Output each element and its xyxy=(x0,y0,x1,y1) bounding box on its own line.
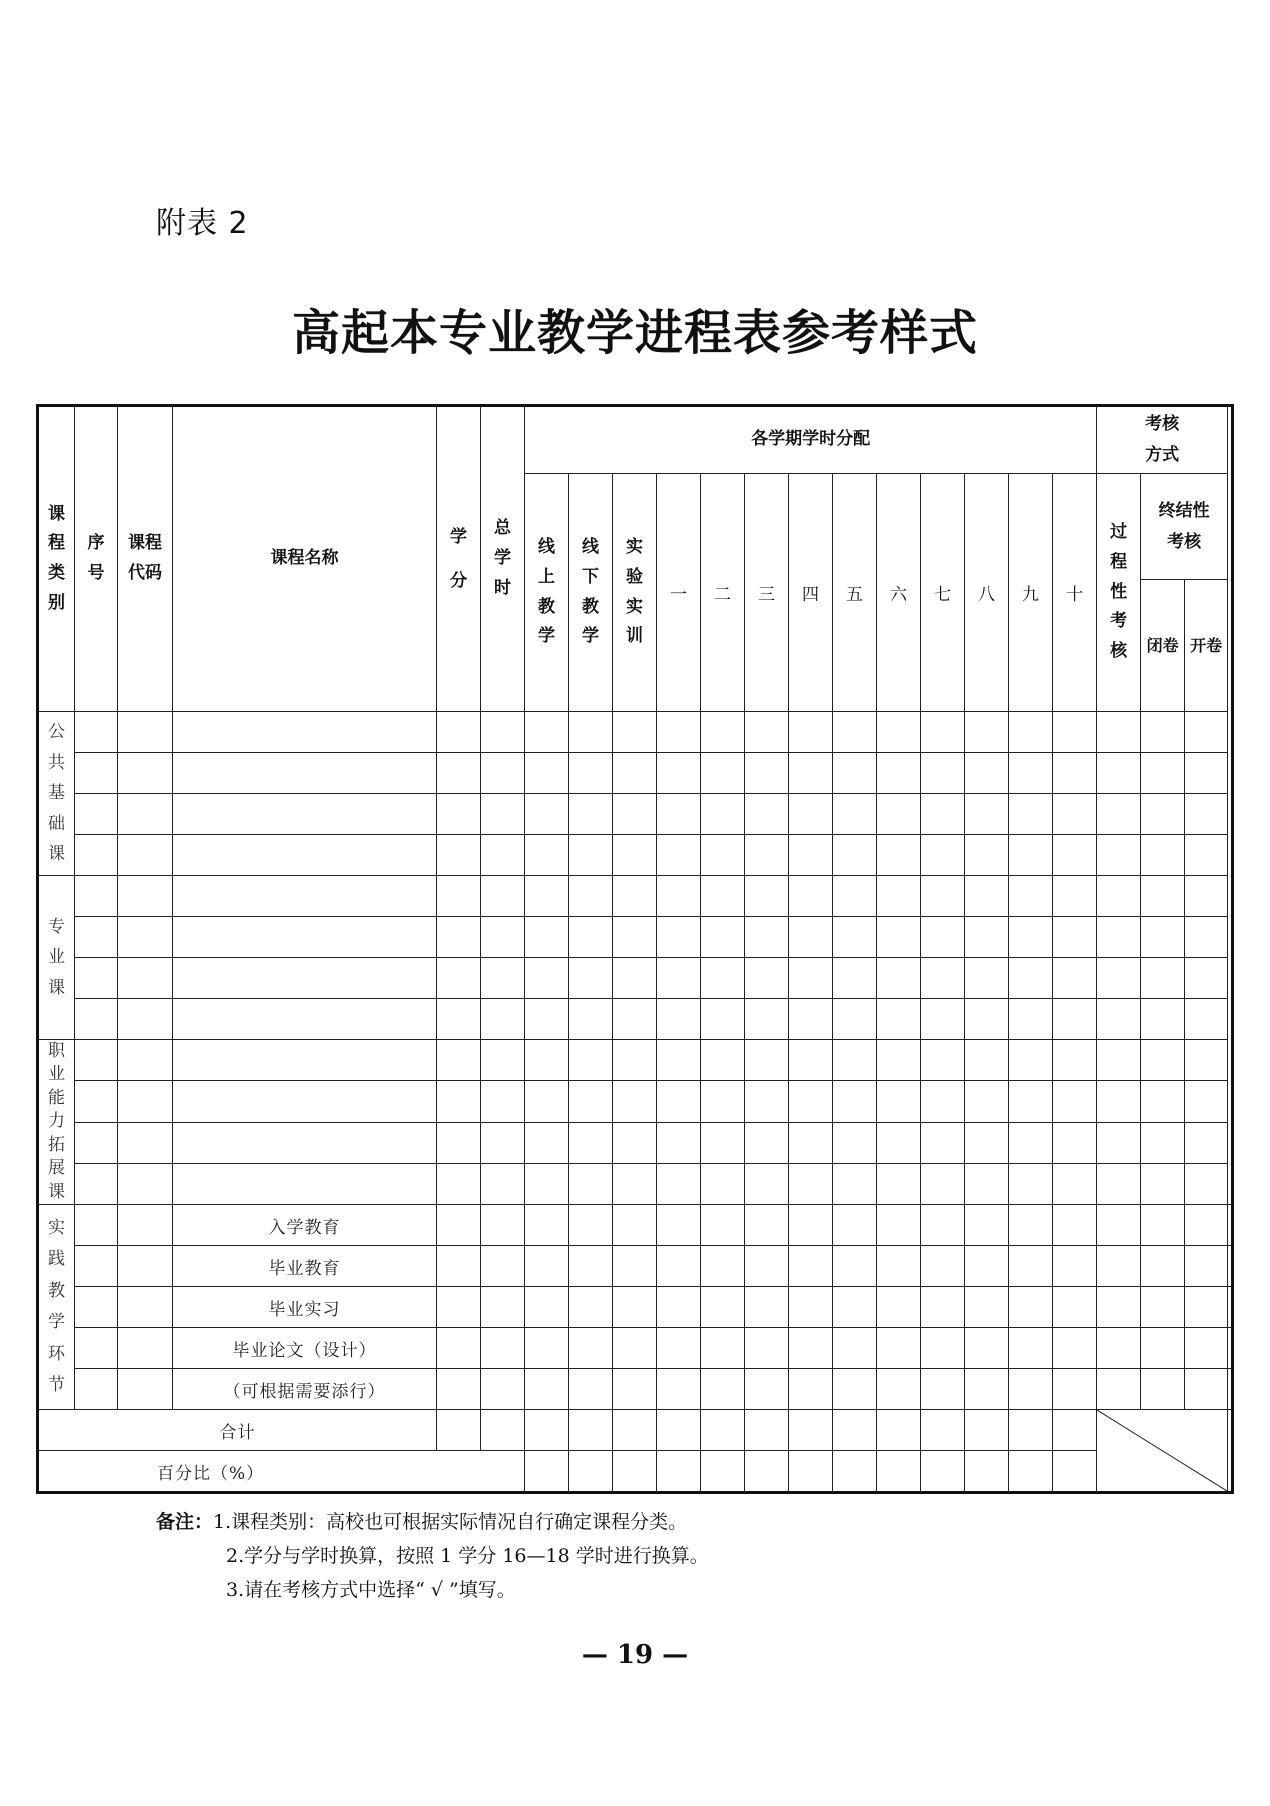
header-code: 课程代码 xyxy=(118,406,173,712)
table-row xyxy=(38,1122,1233,1163)
teaching-plan-table xyxy=(36,404,1234,1494)
table-row xyxy=(38,835,1233,876)
practice-item: 入学教育 xyxy=(173,1205,437,1246)
header-semester-3: 三 xyxy=(745,474,789,712)
table-row xyxy=(38,794,1233,835)
table-row xyxy=(38,1163,1233,1204)
practice-item: 毕业教育 xyxy=(173,1246,437,1287)
appendix-label: 附表 2 xyxy=(156,206,249,241)
practice-item: 毕业论文（设计） xyxy=(173,1328,437,1369)
category-cell: 实践教学环节 xyxy=(38,1205,75,1410)
header-semester-7: 七 xyxy=(921,474,965,712)
note-item: 2.学分与学时换算，按照 1 学分 16—18 学时进行换算。 xyxy=(226,1545,709,1567)
header-online: 线上教学 xyxy=(525,474,569,712)
practice-item: （可根据需要添行） xyxy=(173,1369,437,1410)
header-lab: 实验实训 xyxy=(613,474,657,712)
table-row xyxy=(38,712,1233,753)
total-row xyxy=(38,1410,1233,1451)
category-cell: 专业课 xyxy=(38,876,75,1040)
table-row xyxy=(38,1369,1233,1410)
header-open-book: 开卷 xyxy=(1185,580,1228,712)
header-semester-9: 九 xyxy=(1009,474,1053,712)
header-semester-10: 十 xyxy=(1053,474,1097,712)
notes-block xyxy=(156,1505,709,1607)
header-credit: 学分 xyxy=(437,406,481,712)
notes-label: 备注： xyxy=(156,1511,214,1533)
table-row xyxy=(38,753,1233,794)
table-row xyxy=(38,876,1233,917)
header-category: 课程类别 xyxy=(38,406,75,712)
table-row xyxy=(38,1287,1233,1328)
practice-item: 毕业实习 xyxy=(173,1287,437,1328)
header-closed-book: 闭卷 xyxy=(1141,580,1185,712)
header-row-1 xyxy=(38,406,1233,474)
header-semester-8: 八 xyxy=(965,474,1009,712)
total-label: 合计 xyxy=(38,1410,437,1451)
header-semester-2: 二 xyxy=(701,474,745,712)
table-row xyxy=(38,917,1233,958)
table-row xyxy=(38,1040,1233,1081)
percent-label: 百分比（%） xyxy=(38,1451,525,1493)
header-semester-1: 一 xyxy=(657,474,701,712)
table-row xyxy=(38,999,1233,1040)
document-title: 高起本专业教学进程表参考样式 xyxy=(291,305,978,361)
header-final-assessment: 终结性考核 xyxy=(1141,474,1228,580)
diagonal-cell xyxy=(1097,1410,1228,1493)
table-row xyxy=(38,1081,1233,1122)
note-item: 3.请在考核方式中选择“ √ ”填写。 xyxy=(226,1579,516,1601)
header-total-hours: 总学时 xyxy=(481,406,525,712)
header-semester-4: 四 xyxy=(789,474,833,712)
table-row xyxy=(38,1328,1233,1369)
table-row xyxy=(38,1205,1233,1246)
diagonal-line xyxy=(1097,1410,1227,1491)
header-semester-6: 六 xyxy=(877,474,921,712)
header-process-assessment: 过程性考核 xyxy=(1097,474,1141,712)
header-course-name: 课程名称 xyxy=(173,406,437,712)
note-line xyxy=(156,1505,709,1539)
table-row xyxy=(38,1246,1233,1287)
category-cell: 职业能力拓展课 xyxy=(38,1040,75,1205)
category-cell: 公共基础课 xyxy=(38,712,75,876)
table-row xyxy=(38,958,1233,999)
header-assessment: 考核方式 xyxy=(1097,406,1228,474)
note-item: 1.课程类别：高校也可根据实际情况自行确定课程分类。 xyxy=(213,1511,688,1533)
header-semester-distribution: 各学期学时分配 xyxy=(525,406,1097,474)
header-offline: 线下教学 xyxy=(569,474,613,712)
page-number: — 19 — xyxy=(581,1640,689,1670)
header-seq: 序号 xyxy=(75,406,118,712)
header-semester-5: 五 xyxy=(833,474,877,712)
percent-row xyxy=(38,1451,1233,1493)
